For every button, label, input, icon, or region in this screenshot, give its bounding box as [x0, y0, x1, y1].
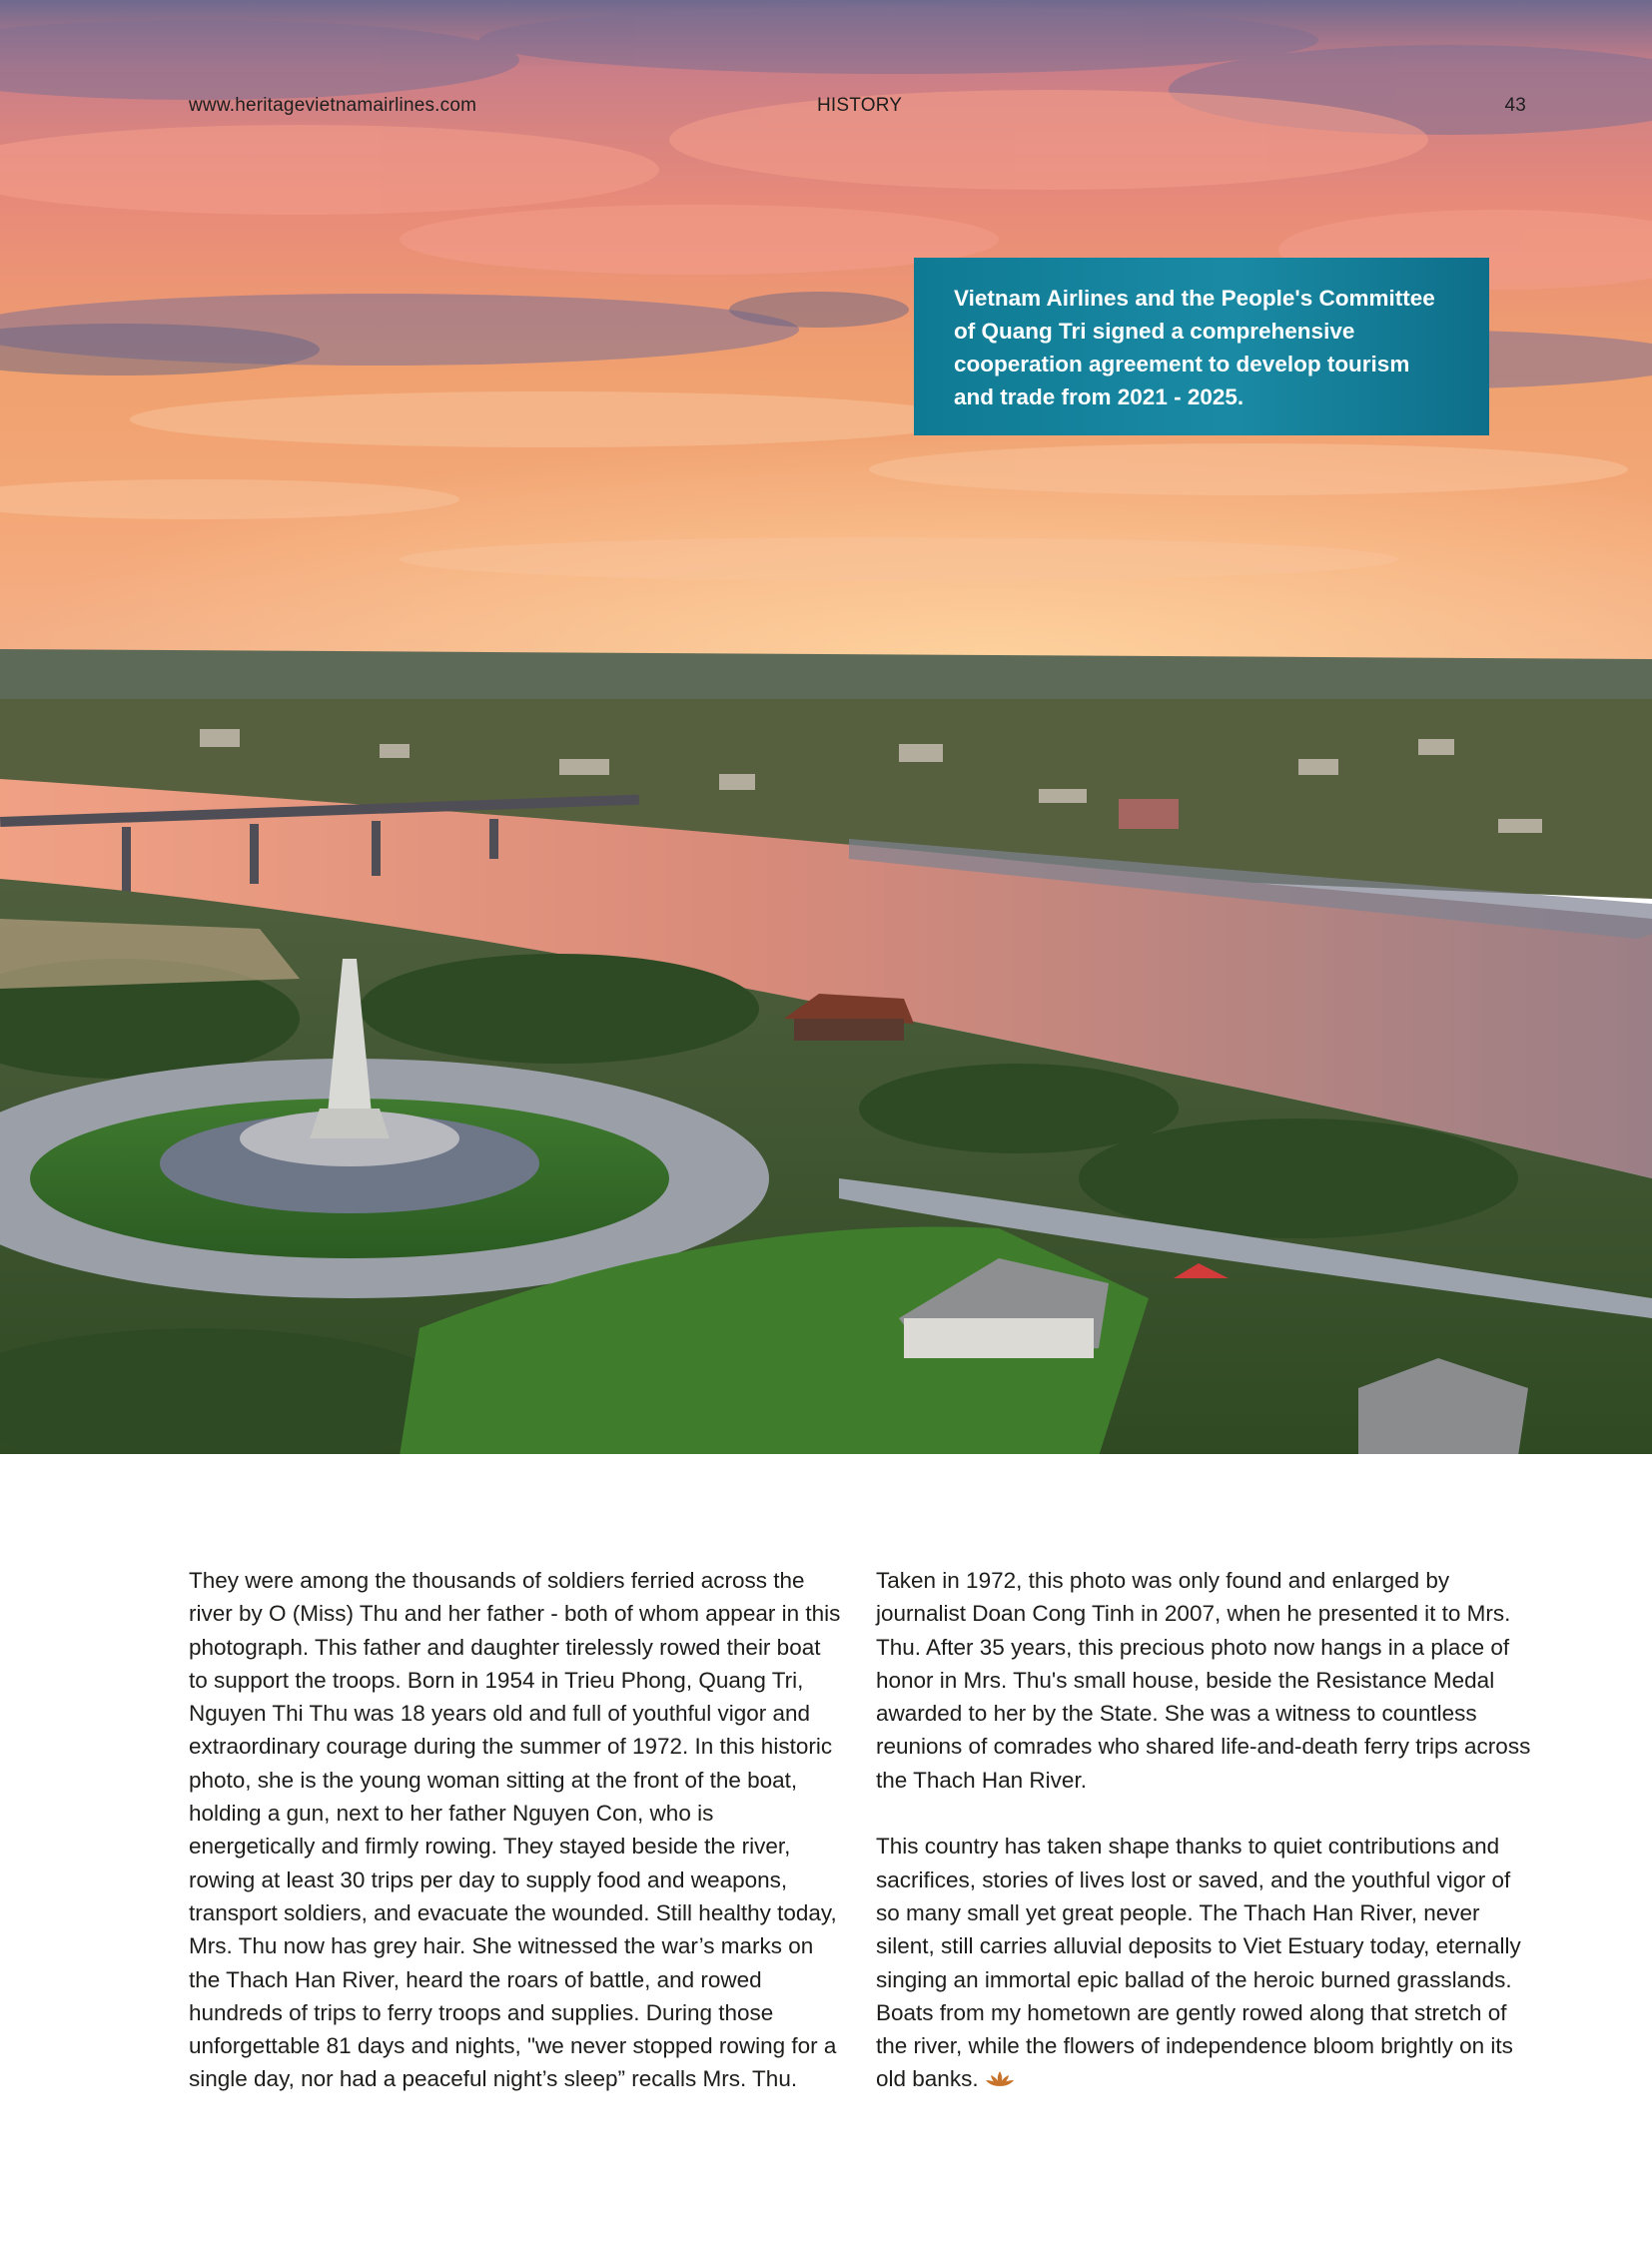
header-website-url[interactable]: www.heritagevietnamairlines.com [189, 95, 477, 116]
article-paragraph-closing [876, 1830, 1535, 2095]
article-paragraph-closing-text: This country has taken shape thanks to quiet contributions and sacrifices, stories of lives lost or saved, and the youthful vigor of so many small yet great people. The Thach Han River, never silent, still carries alluvial deposits to Viet Estuary today, eternally singing an immortal epic ballad of the heroic burned grasslands. Boats from my hometown are gently rowed along that stretch of the river, while the flowers of independence bloom brightly on its old banks. [876, 1834, 1521, 2092]
page-number: 43 [1504, 95, 1526, 116]
article-column-left [189, 1564, 843, 2096]
article-paragraph: Taken in 1972, this photo was only found and enlarged by journalist Doan Cong Tinh in 2007, when he presented it to Mrs. Thu. After 35 years, this precious photo now hangs in a place of honor in Mrs. Thu's small house, beside the Resistance Medal awarded to her by the State. She was a witness to countless reunions of comrades who shared life-and-death ferry trips across the Thach Han River. [876, 1568, 1531, 1793]
header-section-name: HISTORY [817, 95, 903, 116]
article-column-right [876, 1564, 1535, 2096]
article-paragraph: They were among the thousands of soldiers ferried across the river by O (Miss) Thu and her father - both of whom appear in this photograph. This father and daughter tirelessly rowed their boat to support the troops. Born in 1954 in Trieu Phong, Quang Tri, Nguyen Thi Thu was 18 years old and full of youthful vigor and extraordinary courage during the summer of 1972. In this historic photo, she is the young woman sitting at the front of the boat, holding a gun, next to her father Nguyen Con, who is energetically and firmly rowing. They stayed beside the river, rowing at least 30 trips per day to supply food and weapons, transport soldiers, and evacuate the wounded. Still healthy today, Mrs. Thu now has grey hair. She witnessed the war’s marks on the Thach Han River, heard the roars of battle, and rowed hundreds of trips to ferry troops and supplies. During those unforgettable 81 days and nights, "we never stopped rowing for a single day, nor had a peaceful night’s sleep” recalls Mrs. Thu. [189, 1568, 841, 2092]
photo-caption-text: Vietnam Airlines and the People's Committee of Quang Tri signed a comprehensive cooperation agreement to develop tourism and trade from 2021 - 2025. [954, 286, 1435, 409]
lotus-icon [985, 2064, 1015, 2082]
photo-caption-box [914, 258, 1489, 435]
